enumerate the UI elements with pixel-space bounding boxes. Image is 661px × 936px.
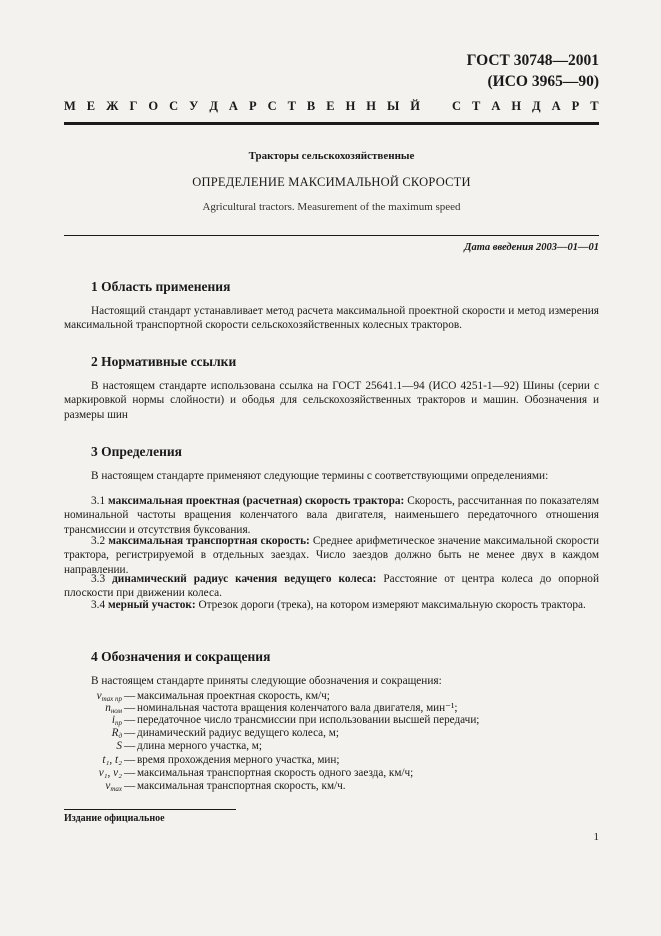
- symbol-dash: —: [124, 767, 136, 779]
- definition-number: 3.3: [91, 573, 106, 585]
- banner-letter: Н: [345, 99, 356, 113]
- symbol-dash: —: [124, 754, 136, 766]
- symbol-description: динамический радиус ведущего колеса, м;: [137, 727, 339, 739]
- banner-letter: Г: [129, 99, 138, 113]
- section-2-heading: 2 Нормативные ссылки: [91, 354, 237, 369]
- definition-3-1: [64, 494, 599, 537]
- definition-term: динамический радиус качения ведущего колеса:: [112, 573, 377, 585]
- banner-letter: Е: [86, 99, 96, 113]
- symbol-base: v: [96, 690, 102, 702]
- banner-letter: С: [169, 99, 179, 113]
- symbol-subscript: max: [110, 785, 122, 793]
- english-title: Agricultural tractors. Measurement of the maximum speed: [202, 201, 461, 213]
- banner-letter: О: [148, 99, 159, 113]
- symbol-dash: —: [124, 714, 136, 726]
- symbol-subscript: ном: [110, 707, 122, 715]
- document-subtitle: Тракторы сельскохозяйственные: [248, 150, 415, 162]
- symbol-subscript: max пр: [101, 695, 122, 703]
- definition-term: максимальная транспортная скорость:: [108, 535, 310, 547]
- symbol-row: [64, 740, 584, 752]
- symbol-subscript: д: [118, 732, 122, 740]
- banner-letter: С: [267, 99, 277, 113]
- symbol: [64, 780, 122, 795]
- symbol-dash: —: [124, 702, 136, 714]
- symbol-description: передаточное число трансмиссии при использовании высшей передачи;: [137, 714, 480, 726]
- definition-3-2: [64, 534, 599, 577]
- official-edition-label: Издание официальное: [64, 813, 165, 824]
- banner-letter: С: [451, 99, 461, 113]
- footer-rule: [64, 809, 236, 810]
- definition-text: Расстояние от центра колеса до опорной плоскости при движении колеса.: [64, 573, 599, 600]
- banner-letter: Ы: [387, 99, 400, 113]
- banner-letter: А: [228, 99, 238, 113]
- banner-letter: Д: [209, 99, 218, 113]
- section-4-heading: 4 Обозначения и сокращения: [91, 649, 271, 664]
- symbol-base: v: [105, 780, 111, 792]
- iso-code: (ИСО 3965—90): [487, 73, 599, 90]
- symbol-row: [64, 702, 584, 714]
- banner-letter: А: [551, 99, 561, 113]
- banner-letter: Н: [511, 99, 522, 113]
- symbol-description: длина мерного участка, м;: [137, 740, 262, 752]
- banner-letter: В: [306, 99, 316, 113]
- symbol-description: максимальная транспортная скорость одного заезда, км/ч;: [137, 767, 414, 779]
- symbol-description: номинальная частота вращения коленчатого вала двигателя, мин⁻¹;: [137, 702, 458, 714]
- section-3-intro: В настоящем стандарте применяют следующие термины с соответствующими определениями:: [91, 470, 549, 482]
- definition-term: мерный участок:: [107, 599, 196, 611]
- top-rule: [64, 122, 599, 125]
- symbol-row: [64, 690, 584, 702]
- definition-number: 3.4: [91, 599, 106, 611]
- banner-letter: Т: [471, 99, 481, 113]
- effective-date: Дата введения 2003—01—01: [464, 242, 599, 253]
- banner-letter: У: [189, 99, 199, 113]
- banner-letter: Е: [326, 99, 335, 113]
- document-title: ОПРЕДЕЛЕНИЕ МАКСИМАЛЬНОЙ СКОРОСТИ: [192, 175, 471, 189]
- definition-text: Среднее арифметическое значение максимальной скорости трактора, регистрируемой в отдельных заездах. Число заездов должно быть не менее двух в каждом направлении.: [64, 535, 600, 576]
- symbol-description: максимальная проектная скорость, км/ч;: [137, 690, 330, 702]
- symbol-base: v₁, v₂: [98, 767, 122, 779]
- definition-number: 3.1: [91, 495, 106, 507]
- definition-3-4: [64, 598, 599, 612]
- banner-letter: Т: [287, 99, 296, 113]
- definition-text: Отрезок дороги (трека), на котором измеряют максимальную скорость трактора.: [198, 599, 586, 611]
- standard-code-block: [467, 50, 599, 92]
- symbol-dash: —: [124, 780, 136, 792]
- banner-letter: Т: [590, 99, 599, 113]
- symbol-dash: —: [124, 690, 136, 702]
- symbol-base: R: [111, 727, 119, 739]
- symbol-base: i: [111, 714, 115, 726]
- symbol-dash: —: [124, 727, 136, 739]
- symbol-row: [64, 780, 584, 792]
- symbol-base: t₁, t₂: [102, 754, 122, 766]
- symbol-base: n: [105, 702, 111, 714]
- symbol-row: [64, 767, 584, 779]
- symbol: [64, 740, 122, 755]
- section-4-intro: В настоящем стандарте приняты следующие обозначения и сокращения:: [91, 675, 442, 687]
- symbol-dash: —: [124, 740, 136, 752]
- symbol-row: [64, 714, 584, 726]
- section-3-heading: 3 Определения: [91, 444, 182, 459]
- section-1-heading: 1 Область применения: [91, 279, 231, 294]
- banner-letter: А: [491, 99, 501, 113]
- section-1-text: Настоящий стандарт устанавливает метод расчета максимальной проектной скорости и метод измерения максимальной транспортной скорости сельскохозяйственных колесных тракторов.: [64, 305, 599, 332]
- symbol-row: [64, 727, 584, 739]
- definition-term: максимальная проектная (расчетная) скорость трактора:: [108, 495, 405, 507]
- banner-letter: Й: [410, 99, 420, 113]
- page-number: 1: [593, 831, 599, 843]
- banner-letter: Д: [532, 99, 541, 113]
- definition-text: Скорость, рассчитанная по показателям номинальной частоты вращения коленчатого вала двигателя, наименьшего передаточного отношения трансмиссии и отсутствия буксования.: [64, 495, 599, 536]
- interstate-standard-banner: [64, 99, 599, 114]
- banner-letter: Р: [571, 99, 580, 113]
- title-rule: [64, 235, 599, 236]
- banner-letter: Н: [366, 99, 377, 113]
- symbol-description: время прохождения мерного участка, мин;: [137, 754, 340, 766]
- banner-letter: [431, 99, 441, 114]
- symbol-row: [64, 754, 584, 766]
- symbol-subscript: пр: [115, 719, 122, 727]
- symbol-description: максимальная транспортная скорость, км/ч.: [137, 780, 346, 792]
- banner-letter: Р: [248, 99, 257, 113]
- definition-number: 3.2: [91, 535, 106, 547]
- symbol-base: S: [116, 740, 122, 752]
- definition-3-3: [64, 572, 599, 601]
- standard-code: ГОСТ 30748—2001: [466, 52, 599, 69]
- section-2-text: В настоящем стандарте использована ссылка на ГОСТ 25641.1—94 (ИСО 4251-1—92) Шины (серии с маркировкой нормы слойности) и ободья для сельскохозяйственных тракторов и машин. Обозначения и размеры шин: [64, 380, 599, 421]
- banner-letter: Ж: [106, 99, 119, 113]
- banner-letter: М: [64, 99, 76, 113]
